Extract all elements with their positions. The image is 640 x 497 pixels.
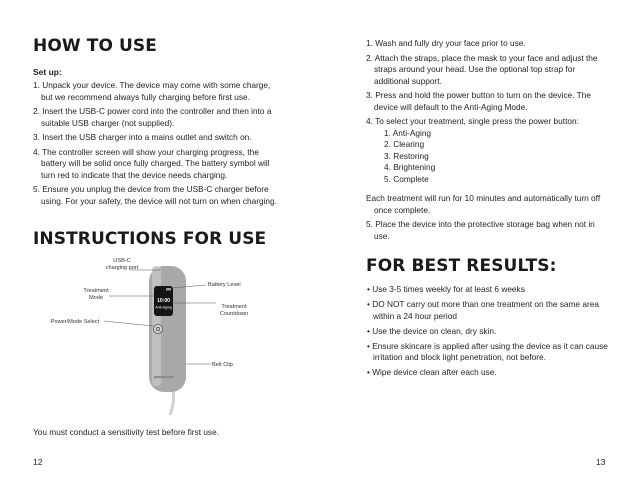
treatment-duration-note: Each treatment will run for 10 minutes and automatically turn off once complete. [366, 193, 601, 215]
treatment-mode-item: 5. Complete [384, 173, 429, 184]
setup-step: 4. The controller screen will show your charging progress, the battery will be solid once fully charged. The battery symbol will turn red to indicate that the device needs charging. [33, 146, 270, 180]
usage-step: 5. Place the device into the protective storage bag when not in use. [366, 219, 595, 241]
countdown-label-2: Countdown [219, 311, 249, 317]
result-tip: • Wipe device clean after each use. [367, 367, 497, 377]
setup-label: Set up: [33, 67, 62, 77]
result-tip: • Use the device on clean, dry skin. [367, 325, 497, 336]
belt-clip-label: Belt Clip [212, 362, 233, 368]
usage-step: 2. Attach the straps, place the mask to your face and adjust the straps around your head. Use the optional top strap for additional support. [366, 52, 598, 86]
power-label: Power/Mode Select [50, 319, 100, 325]
treatment-mode-item: 2. Clearing [384, 139, 425, 149]
how-to-use-heading: HOW TO USE [33, 36, 157, 56]
page-number-left: 12 [33, 457, 43, 467]
page-number-right: 13 [596, 457, 606, 467]
countdown-label: Treatment [221, 304, 247, 310]
setup-step: 2. Insert the USB-C power cord into the controller and then into a suitable USB charger (not supplied). [33, 106, 272, 128]
usage-step [366, 116, 612, 216]
treatment-mode-item: 4. Brightening [384, 162, 436, 172]
result-tip: • Use 3-5 times weekly for at least 6 weeks [367, 284, 525, 294]
usage-step: 1. Wash and fully dry your face prior to use. [366, 38, 526, 48]
result-tip: • Ensure skincare is applied after using the device as it can cause irritation and block light penetration, not before. [367, 340, 608, 362]
setup-step: 5. Ensure you unplug the device from the USB-C charger before using. For your safety, the device will not turn on when charging. [33, 184, 277, 206]
usb-label-2: charging port [105, 265, 139, 271]
screen-mode: Anti-Aging [155, 305, 172, 310]
setup-step: 1. Unpack your device. The device may come with some charge, but we recommend always fully charging before first use. [33, 80, 271, 102]
screen-time: 10:00 [157, 298, 170, 304]
usage-step: 3. Press and hold the power button to turn on the device. The device will default to the Anti-Aging Mode. [366, 90, 591, 112]
treatment-modes-list [374, 128, 612, 186]
setup-step: 3. Insert the USB charger into a mains outlet and switch on. [33, 132, 252, 142]
battery-label: Battery Level [208, 282, 241, 288]
usage-steps-list [366, 38, 612, 245]
best-results-list [366, 284, 616, 382]
treatment-mode-item: 3. Restoring [384, 150, 429, 161]
usb-label: USB-C [113, 258, 131, 264]
treatment-mode-label-2: Mode [89, 295, 103, 301]
usage-step-text: 4. To select your treatment, single press the power button: [366, 116, 579, 126]
sensitivity-note: You must conduct a sensitivity test before first use. [33, 427, 220, 437]
result-tip: • DO NOT carry out more than one treatment on the same area within a 24 hour period [367, 299, 599, 321]
instructions-heading: INSTRUCTIONS FOR USE [33, 229, 267, 249]
best-results-heading: FOR BEST RESULTS: [366, 256, 557, 276]
treatment-mode-label: Treatment [83, 288, 109, 294]
treatment-mode-item: 1. Anti-Aging [384, 127, 432, 138]
